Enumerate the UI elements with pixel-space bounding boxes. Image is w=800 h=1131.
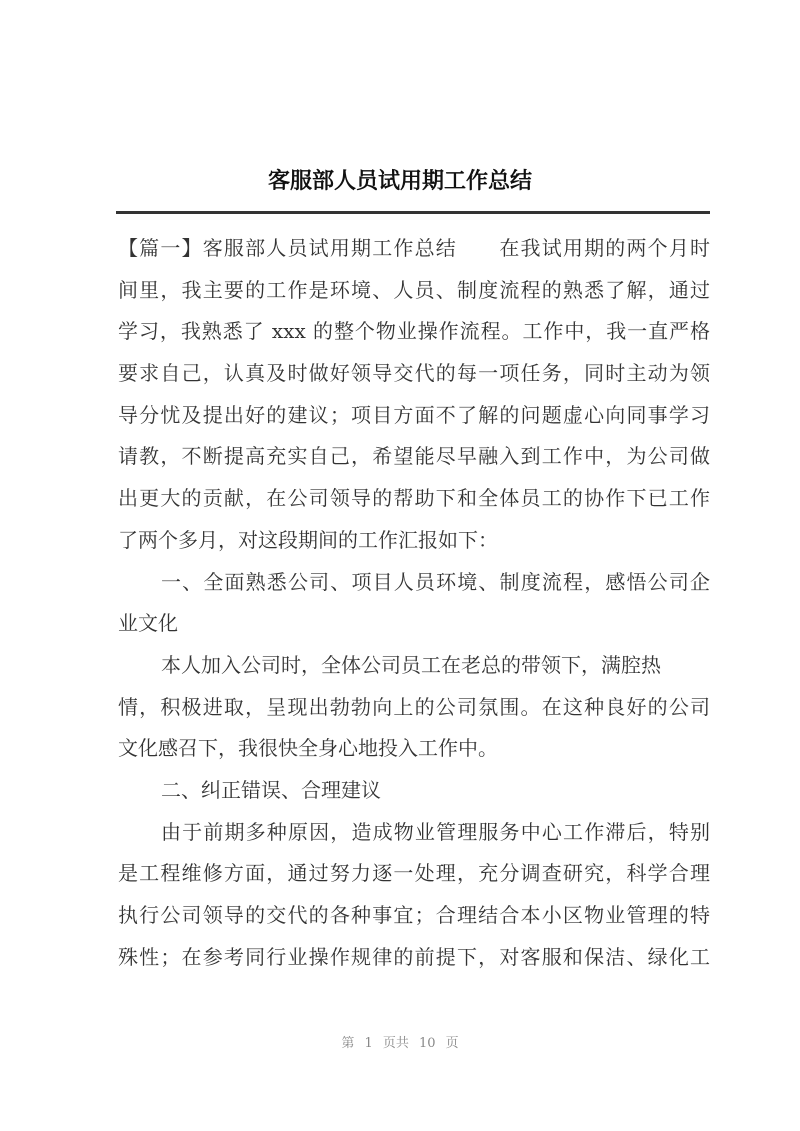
text-line: 学习，我熟悉了 xxx 的整个物业操作流程。工作中，我一直严格 — [118, 319, 710, 344]
text-line: 间里，我主要的工作是环境、人员、制度流程的熟悉了解，通过 — [118, 277, 710, 302]
text-line: 一、全面熟悉公司、项目人员环境、制度流程，感悟公司企 — [161, 569, 710, 594]
text-line: 二、纠正错误、合理建议 — [161, 777, 381, 802]
document-title: 客服部人员试用期工作总结 — [267, 169, 532, 194]
text-line: 殊性；在参考同行业操作规律的前提下，对客服和保洁、绿化工 — [118, 944, 710, 969]
text-line: 业文化 — [118, 611, 178, 636]
text-line: 本人加入公司时，全体公司员工在老总的带领下，满腔热 — [161, 652, 661, 677]
text-line: 出更大的贡献，在公司领导的帮助下和全体员工的协作下已工作 — [118, 486, 710, 511]
document-body — [118, 228, 710, 978]
text-line: 了两个多月，对这段期间的工作汇报如下： — [118, 527, 498, 552]
text-line: 请教，不断提高充实自己，希望能尽早融入到工作中，为公司做 — [118, 444, 710, 469]
text-line: 情，积极进取，呈现出勃勃向上的公司氛围。在这种良好的公司 — [118, 694, 710, 719]
page-footer: 第 1 页共 10 页 — [341, 1036, 459, 1051]
text-line: 是工程维修方面，通过努力逐一处理，充分调查研究，科学合理 — [118, 861, 710, 886]
text-line: 【篇一】客服部人员试用期工作总结 在我试用期的两个月时 — [118, 236, 710, 260]
text-line: 文化感召下，我很快全身心地投入工作中。 — [118, 736, 498, 761]
text-line: 执行公司领导的交代的各种事宜；合理结合本小区物业管理的特 — [118, 903, 710, 927]
text-line: 由于前期多种原因，造成物业管理服务中心工作滞后，特别 — [161, 819, 710, 844]
text-line: 要求自己，认真及时做好领导交代的每一项任务，同时主动为领 — [118, 361, 710, 386]
text-line: 导分忧及提出好的建议；项目方面不了解的问题虚心向同事学习 — [118, 402, 710, 427]
title-divider — [116, 211, 710, 214]
